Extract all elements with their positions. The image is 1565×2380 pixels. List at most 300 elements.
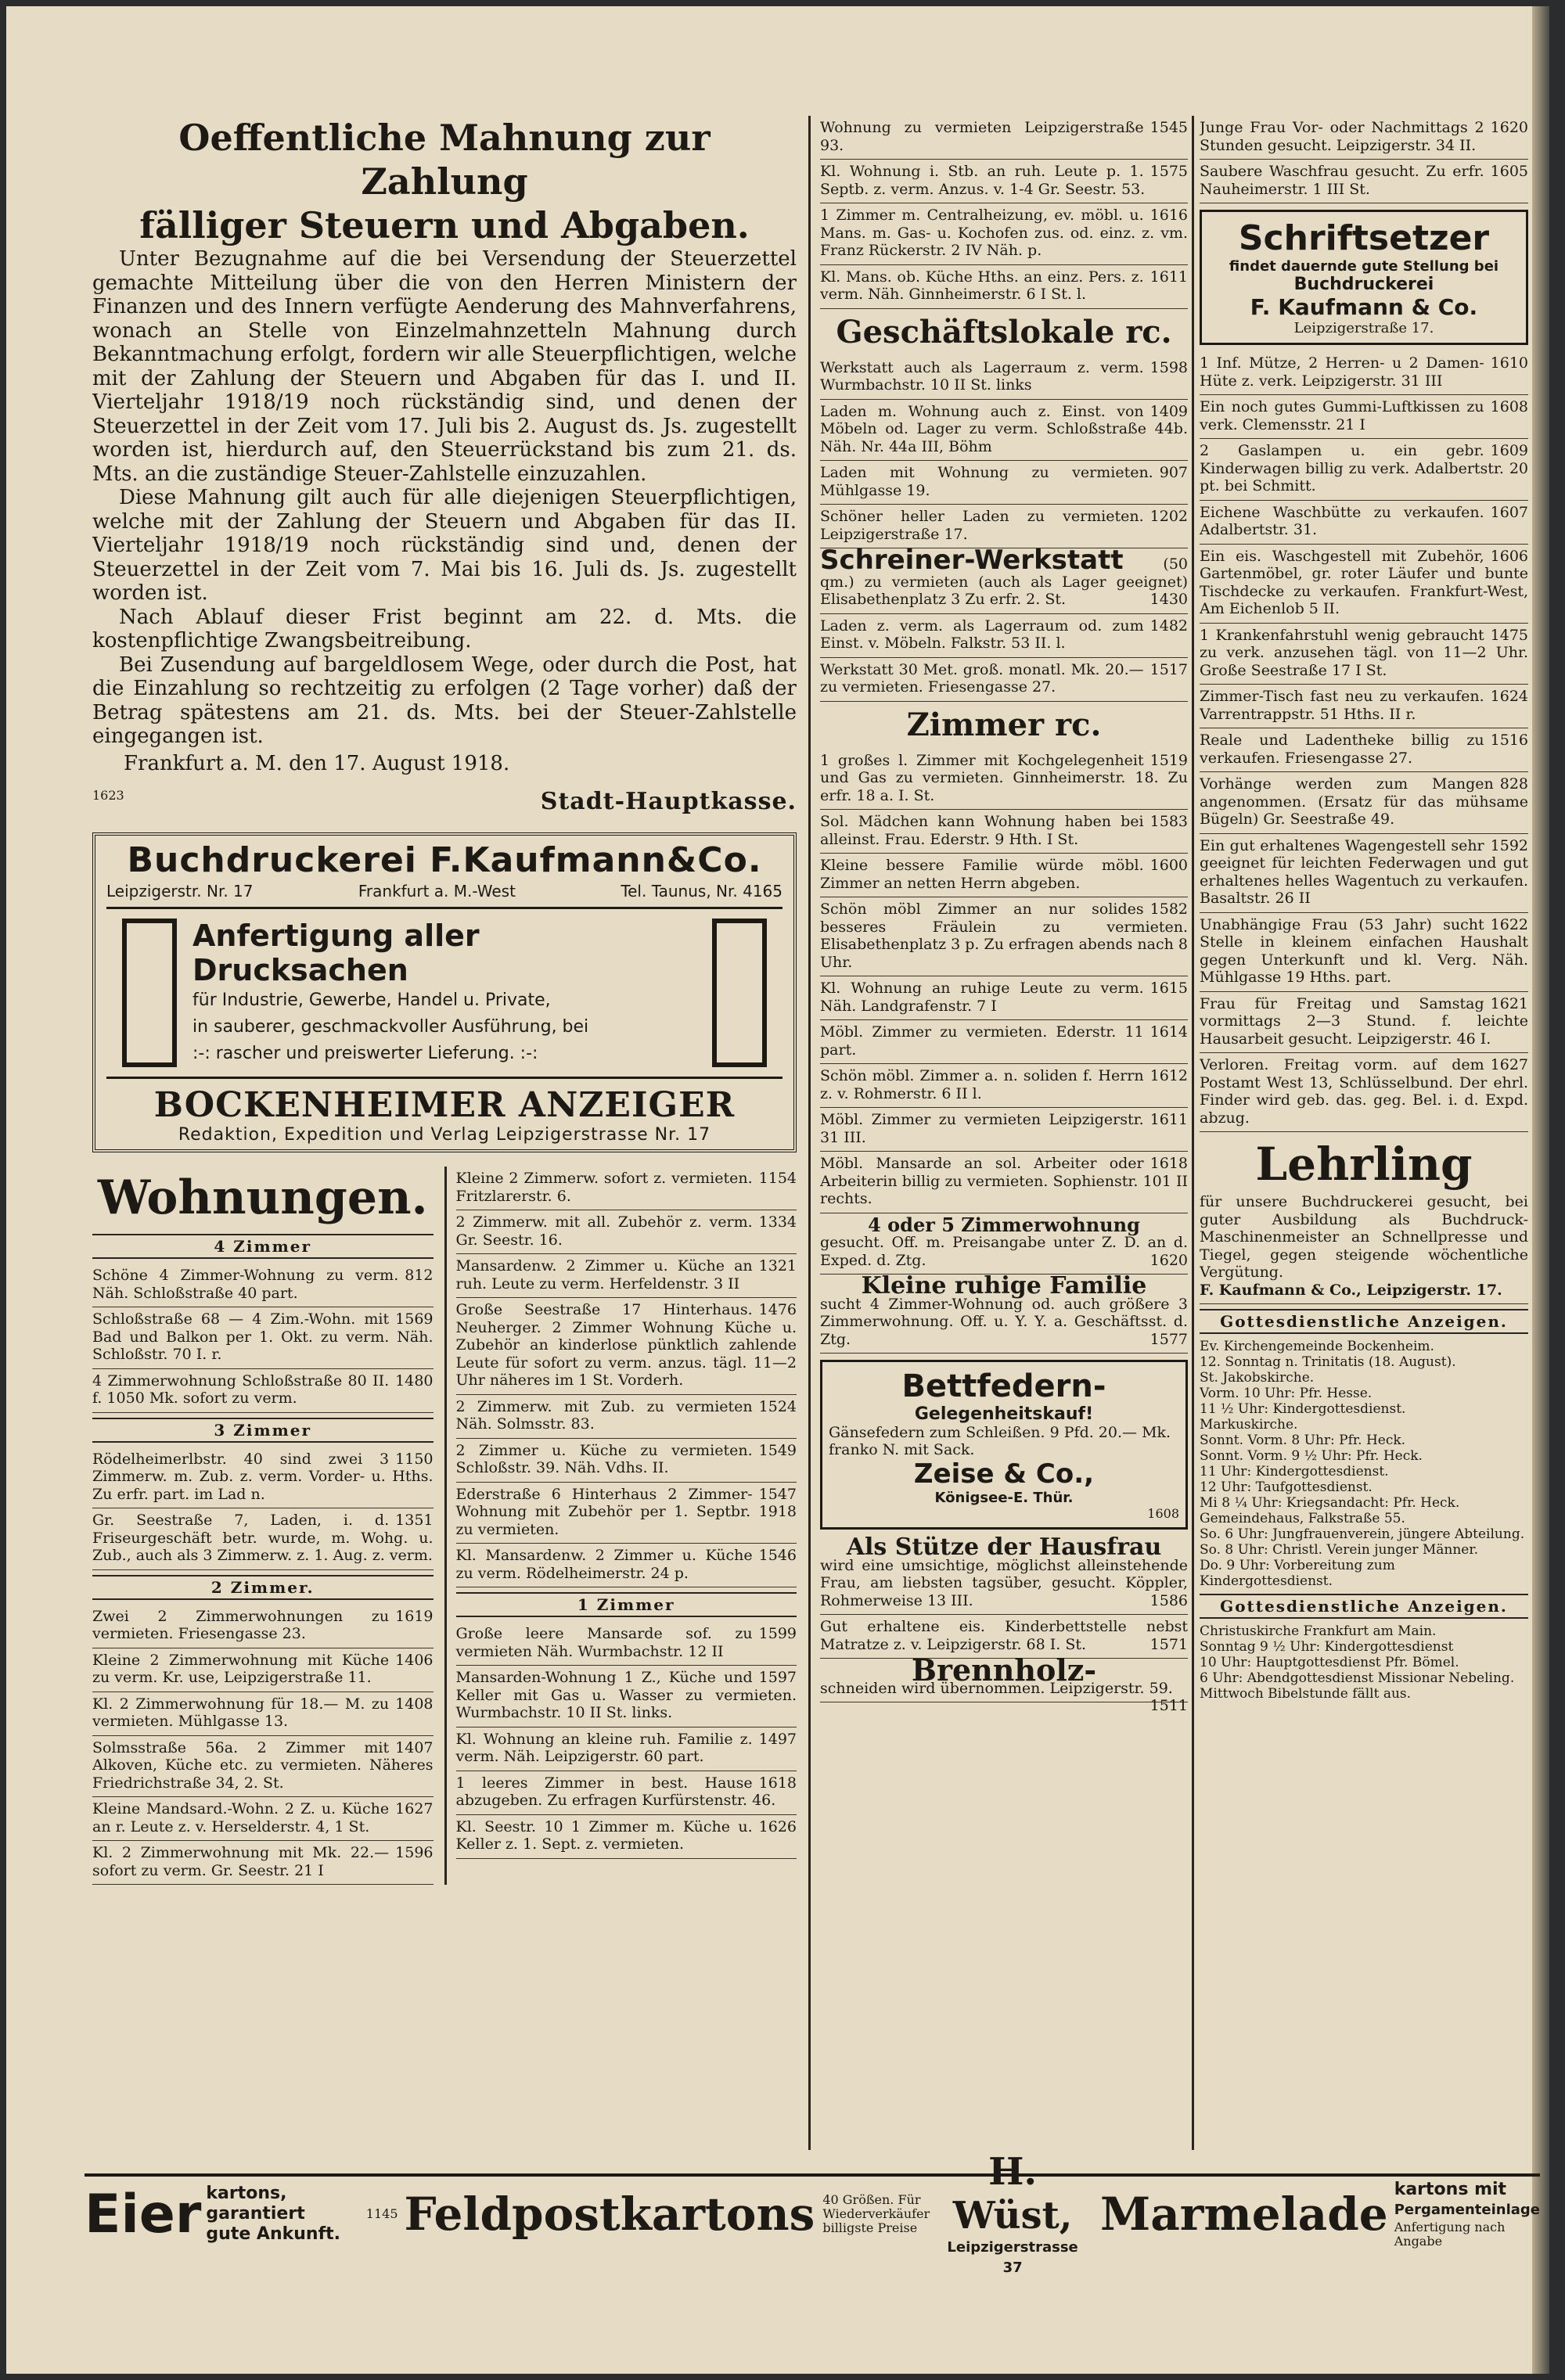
- listing-text: 1 großes l. Zimmer mit Kochgelegenheit und Gas zu vermieten. Ginnheimerstr. 18. Zu erfr. 18 a. I. St.: [820, 751, 1188, 804]
- church-notice-line: Markuskirche.: [1200, 1417, 1298, 1433]
- listing-text: 2 Zimmerw. mit all. Zubehör z. verm. Gr. Seestr. 16.: [455, 1213, 753, 1249]
- housing-column-b: [444, 1167, 797, 1885]
- listing-item: [1200, 501, 1528, 545]
- ad-number: 1517: [1149, 660, 1188, 678]
- ad-number: 1606: [1490, 547, 1528, 565]
- family-heading: Kleine ruhige Familie: [861, 1272, 1147, 1300]
- church-notice-line: Gemeindehaus, Falkstraße 55.: [1200, 1511, 1405, 1526]
- listing-item: [1200, 913, 1528, 992]
- feathers-subheading: Gelegenheitskauf!: [914, 1404, 1094, 1424]
- eggs-sub-line-2: gute Ankunft.: [206, 2224, 341, 2244]
- notice-paragraph: Nach Ablauf dieser Frist beginnt am 22. d. Mts. die kostenpflichtige Zwangsbeitreibung.: [92, 605, 797, 653]
- church-notice-line: Mi 8 ¼ Uhr: Kriegsandacht: Pfr. Heck.: [1200, 1495, 1460, 1511]
- eggs-heading: Eier: [85, 2183, 202, 2245]
- marmalade-sub-line-1: kartons mit: [1394, 2180, 1507, 2199]
- ad-number: 907: [1159, 464, 1188, 481]
- ad-number: 1547: [758, 1485, 797, 1503]
- ad-number: 1622: [1490, 915, 1528, 933]
- listing-group: [456, 1622, 797, 1859]
- listing-text: Kl. Mansardenw. 2 Zimmer u. Küche zu verm. Rödelheimerstr. 24 p.: [455, 1547, 753, 1582]
- feathers-location: Königsee-E. Thür.: [934, 1490, 1074, 1506]
- listing-item: [92, 1264, 434, 1307]
- ad-number: 1607: [1490, 503, 1528, 521]
- listing-text: 2 Zimmer u. Küche zu vermieten. Schloßstr. 39. Näh. Vdhs. II.: [455, 1441, 753, 1476]
- church-notice-line: 6 Uhr: Abendgottesdienst Missionar Nebeling.: [1200, 1670, 1515, 1686]
- church-notice-line: So. 8 Uhr: Christl. Verein junger Männer.: [1200, 1542, 1479, 1558]
- housing-listings: [92, 1167, 797, 1885]
- ad-number: 1612: [1149, 1067, 1188, 1084]
- category-3-rooms: 3 Zimmer: [92, 1418, 434, 1443]
- eggs-sub-line-1: kartons, garantiert: [206, 2184, 305, 2224]
- listing-group: [820, 749, 1188, 1213]
- listing-text: Saubere Waschfrau gesucht. Zu erfr. Nauheimerstr. 1 III St.: [1200, 163, 1484, 198]
- listing-text: Große leere Mansarde sof. zu vermieten Näh. Wurmbachstr. 12 II: [455, 1625, 753, 1660]
- listing-group: [820, 614, 1188, 702]
- listing-item: [92, 1648, 434, 1692]
- wuest-address: Leipzigerstrasse 37: [947, 2239, 1078, 2276]
- publication-name: BOCKENHEIMER ANZEIGER: [153, 1085, 736, 1125]
- ad-number: 1408: [395, 1695, 434, 1713]
- marmalade-sub: [1394, 2180, 1540, 2249]
- ad-number: 1145: [365, 2206, 398, 2221]
- listing-text: Mansarden-Wohnung 1 Z., Küche und Keller mit Gas u. Wasser zu vermieten. Wurmbachstr. 10 II St. links.: [455, 1669, 797, 1721]
- church-notice-line: Christuskirche Frankfurt am Main.: [1200, 1623, 1437, 1639]
- listing-item: [92, 1605, 434, 1648]
- church-notices-title-2: Gottesdienstliche Anzeigen.: [1200, 1594, 1528, 1619]
- listing-text: Gut erhaltene eis. Kinderbettstelle nebst Matratze z. v. Leipzigerstr. 68 I. St.: [820, 1618, 1188, 1653]
- feathers-text: Gänsefedern zum Schleißen. 9 Pfd. 20.— Mk. franko N. mit Sack.: [829, 1424, 1171, 1458]
- listing-text: Wohnung zu vermieten Leipzigerstraße 93.: [820, 119, 1144, 154]
- publication-address: Redaktion, Expedition und Verlag Leipzigerstrasse Nr. 17: [178, 1125, 711, 1145]
- section-title-zimmer: Zimmer rc.: [906, 706, 1102, 743]
- listing-text: Möbl. Zimmer zu vermieten. Ederstr. 11 part.: [820, 1023, 1144, 1059]
- listing-text: Frau für Freitag und Samstag vormittags 2—3 Stund. f. leichte Hausarbeit gesucht. Leipzigerstr. 46 I.: [1200, 994, 1528, 1048]
- listing-item: [456, 1210, 797, 1254]
- ad-number: 1618: [758, 1774, 797, 1792]
- ad-number: 1586: [1149, 1591, 1188, 1609]
- listing-text: 1 Krankenfahrstuhl wenig gebraucht zu verk. anzusehen tägl. von 11—2 Uhr. Große Seestraße 17 I St.: [1200, 626, 1528, 679]
- listing-group: [1200, 116, 1528, 203]
- church-notice-line: 12. Sonntag n. Trinitatis (18. August).: [1200, 1354, 1456, 1370]
- listing-text: Laden m. Wohnung auch z. Einst. von Möbeln od. Lager zu verm. Schloßstraße 44b. Näh. Nr. 44a III, Böhm: [820, 402, 1188, 455]
- ad-number: 1202: [1149, 508, 1188, 525]
- listing-item: [820, 505, 1188, 548]
- ad-number: 1351: [395, 1512, 434, 1529]
- typesetter-printer: Buchdruckerei: [1293, 275, 1434, 294]
- listing-text: 2 Zimmerw. mit Zub. zu vermieten Näh. Solmsstr. 83.: [455, 1397, 753, 1433]
- printer-address-row: [106, 882, 782, 901]
- listing-text: Kl. Mans. ob. Küche Hths. an einz. Pers. z. verm. Näh. Ginnheimerstr. 6 I St. l.: [820, 268, 1144, 303]
- listing-item: [1200, 351, 1528, 395]
- listing-text: Kl. Seestr. 10 1 Zimmer m. Küche u. Keller z. 1. Sept. z. vermieten.: [455, 1817, 753, 1853]
- bottom-advertisement-strip: [85, 2150, 1540, 2276]
- listing-item: [820, 614, 1188, 658]
- marmalade-sub-line-2: Pergamenteinlage: [1394, 2202, 1540, 2218]
- feathers-ad: [820, 1360, 1188, 1530]
- ad-number: 1409: [1149, 402, 1188, 420]
- column-rule-2: [1192, 116, 1194, 2150]
- page-binding-edge: [1532, 6, 1549, 2374]
- church-notice-line: St. Jakobskirche.: [1200, 1370, 1315, 1386]
- listing-item: [820, 976, 1188, 1020]
- ad-number: 1618: [1149, 1155, 1188, 1172]
- listing-text: Rödelheimerlbstr. 40 sind zwei 3 Zimmerw. m. Zub. z. verm. Vorder- u. Hths. Zu erfr. part. im Lad n.: [92, 1450, 434, 1503]
- column-right: [1200, 116, 1528, 2166]
- listing-item: [456, 1815, 797, 1859]
- listing-item: [820, 116, 1188, 160]
- church-notice-line: Mittwoch Bibelstunde fällt aus.: [1200, 1686, 1412, 1702]
- listing-group: [1200, 351, 1528, 1132]
- ad-number: 1600: [1149, 857, 1188, 874]
- listing-item: [456, 1395, 797, 1439]
- listing-item: [92, 1736, 434, 1798]
- listing-item: [820, 658, 1188, 702]
- ad-number: 1406: [395, 1651, 434, 1669]
- field-post-text: 40 Größen. Für Wiederverkäufer billigste Preise: [822, 2192, 930, 2235]
- listing-item: [820, 400, 1188, 462]
- ad-number: 1610: [1490, 354, 1528, 372]
- family-text: sucht 4 Zimmer-Wohnung od. auch größere 3 Zimmerwohnung. Off. u. Y. Y. a. Geschäftsst. d. Ztg.: [820, 1295, 1188, 1348]
- listing-text: Laden z. verm. als Lagerraum od. zum Einst. v. Möbeln. Falkstr. 53 II. l.: [820, 617, 1144, 652]
- listing-item: [820, 265, 1188, 309]
- ad-number: 1407: [395, 1738, 434, 1756]
- listing-item: [1200, 624, 1528, 685]
- printer-advertisement: [92, 832, 797, 1152]
- church-notice-line: Sonnt. Vorm. 9 ½ Uhr: Pfr. Heck.: [1200, 1448, 1423, 1464]
- ad-number: 1619: [395, 1607, 434, 1625]
- ad-number: 1497: [758, 1730, 797, 1748]
- listing-item: [1200, 545, 1528, 624]
- ad-number: 1482: [1149, 617, 1188, 635]
- marmalade-sub-line-3: Anfertigung nach Angabe: [1394, 2220, 1506, 2249]
- listing-text: 2 Gaslampen u. ein gebr. Kinderwagen billig zu verk. Adalbertstr. 20 pt. bei Schmitt.: [1200, 442, 1528, 494]
- listing-item: [92, 1841, 434, 1885]
- printer-line: für Industrie, Gewerbe, Handel u. Private,: [192, 990, 551, 1010]
- listing-text: Kleine bessere Familie würde möbl. Zimmer an netten Herrn abgeben.: [820, 857, 1144, 892]
- church-notice-line: Sonntag 9 ½ Uhr: Kindergottesdienst: [1200, 1639, 1454, 1655]
- ad-number: 1546: [758, 1547, 797, 1564]
- ad-number: 1609: [1490, 442, 1528, 459]
- housekeeper-heading: Als Stütze der Hausfrau: [846, 1533, 1162, 1561]
- listing-group: [820, 116, 1188, 309]
- wuest-ad: [937, 2150, 1088, 2278]
- ad-number: 1627: [1490, 1056, 1528, 1073]
- listing-text: Kleine 2 Zimmerwohnung mit Küche zu verm. Kr. use, Leipzigerstraße 11.: [92, 1651, 390, 1686]
- apprentice-text: für unsere Buchdruckerei gesucht, bei guter Ausbildung als Buchdruck-Maschinenmeister an Schnellpresse und Tiegel, gegen steigende wöchentliche Vergütung.: [1200, 1193, 1528, 1281]
- listing-text: Schöner heller Laden zu vermieten. Leipzigerstraße 17.: [820, 508, 1144, 543]
- listing-item: [456, 1666, 797, 1727]
- listing-text: Vorhänge werden zum Mangen angenommen. (Ersatz für das mühsame Bügeln) Gr. Seestraße 49.: [1200, 775, 1528, 828]
- church-notices-title: Gottesdienstliche Anzeigen.: [1200, 1309, 1528, 1334]
- listing-text: 4 Zimmerwohnung Schloßstraße 80 II. f. 1050 Mk. sofort zu verm.: [92, 1372, 390, 1407]
- feathers-firm: Zeise & Co.,: [913, 1458, 1095, 1490]
- ornament-frame-left: [122, 919, 177, 1067]
- ad-number: 1516: [1490, 732, 1528, 749]
- listing-text: Kl. Wohnung i. Stb. an ruh. Leute p. 1. Septb. z. verm. Anzus. v. 1-4 Gr. Seestr. 53.: [820, 163, 1146, 198]
- ad-number: 1614: [1149, 1023, 1188, 1041]
- listing-text: Kl. Wohnung an ruhige Leute zu verm. Näh. Landgrafenstr. 7 I: [820, 980, 1144, 1015]
- notice-title-2: fälliger Steuern und Abgaben.: [139, 204, 750, 246]
- listing-text: Kl. 2 Zimmerwohnung mit Mk. 22.— sofort zu verm. Gr. Seestr. 21 I: [92, 1844, 390, 1879]
- listing-text: Ein noch gutes Gummi-Luftkissen zu verk. Clemensstr. 21 I: [1200, 398, 1484, 433]
- firewood-ad: [820, 1652, 1188, 1714]
- printer-city: Frankfurt a. M.-West: [358, 882, 516, 901]
- listing-item: [1200, 395, 1528, 439]
- listing-text: Eichene Waschbütte zu verkaufen. Adalbertstr. 31.: [1200, 503, 1484, 538]
- printer-line: in sauberer, geschmackvoller Ausführung, bei: [192, 1017, 589, 1037]
- tax-notice: [92, 116, 797, 815]
- ad-number: 1545: [1149, 119, 1188, 136]
- firewood-text: schneiden wird übernommen. Leipzigerstr. 59.: [820, 1679, 1173, 1697]
- notice-number: 1623: [92, 788, 124, 803]
- listing-item: [820, 1152, 1188, 1213]
- ad-number: 1524: [758, 1397, 797, 1415]
- printer-name: Buchdruckerei F.Kaufmann&Co.: [127, 840, 762, 880]
- notice-title-1: Oeffentliche Mahnung zur Zahlung: [178, 117, 711, 203]
- ad-number: 1621: [1490, 994, 1528, 1012]
- ad-number: 1150: [395, 1450, 434, 1468]
- church-notice-line: 12 Uhr: Taufgottesdienst.: [1200, 1479, 1373, 1495]
- listing-text: Gr. Seestraße 7, Laden, i. d. Friseurgeschäft betr. wurde, m. Wohg. u. Zub., auch als 3 Zimmerw. z. 1. Aug. z. verm.: [92, 1512, 434, 1564]
- ad-number: 1569: [395, 1310, 434, 1328]
- listing-item: [92, 1307, 434, 1369]
- listing-text: Unabhängige Frau (53 Jahr) sucht Stelle in kleinem einfachen Haushalt gegen Unterkunft und kl. Verg. Näh. Mühlgasse 19 Hths. part.: [1200, 915, 1528, 986]
- printer-ad-text: [192, 919, 696, 1067]
- listing-text: Junge Frau Vor- oder Nachmittags 2 Stunden gesucht. Leipzigerstr. 34 II.: [1200, 119, 1484, 154]
- ad-number: 1620: [1490, 119, 1528, 136]
- listing-item: [456, 1439, 797, 1483]
- listing-item: [820, 854, 1188, 897]
- listing-item: [456, 1771, 797, 1815]
- wanted-apartment-ad: [820, 1213, 1188, 1275]
- listing-item: [456, 1727, 797, 1771]
- listing-text: Schöne 4 Zimmer-Wohnung zu verm. Näh. Schloßstraße 40 part.: [92, 1267, 399, 1302]
- marmalade-heading: Marmelade: [1100, 2188, 1388, 2241]
- listing-text: Sol. Mädchen kann Wohnung haben bei alleinst. Frau. Ederstr. 9 Hth. I St.: [820, 813, 1144, 848]
- listing-item: [1200, 728, 1528, 772]
- eggs-sub: [206, 2184, 359, 2245]
- listing-text: Zimmer-Tisch fast neu zu verkaufen. Varrentrappstr. 51 Hths. II r.: [1200, 688, 1484, 723]
- workshop-text: (50 qm.) zu vermieten (auch als Lager geeignet) Elisabethenplatz 3 Zu erfr. 2. St.: [820, 555, 1188, 608]
- listing-item: [820, 1064, 1188, 1108]
- listing-item: [820, 810, 1188, 854]
- listing-text: Laden mit Wohnung zu vermieten. Mühlgasse 19.: [820, 464, 1153, 499]
- ad-number: 1620: [1149, 1251, 1188, 1269]
- family-wanted-ad: [820, 1274, 1188, 1354]
- ad-number: 1615: [1149, 980, 1188, 997]
- column-rule-1: [808, 116, 811, 2150]
- listing-text: Schön möbl Zimmer an nur solides besseres Fräulein zu vermieten. Elisabethenplatz 3 p. Zu erfragen abends nach 8 Uhr.: [820, 901, 1188, 971]
- ad-number: 1611: [1149, 268, 1188, 286]
- listing-text: Möbl. Mansarde an sol. Arbeiter oder Arbeiterin billig zu vermieten. Sophienstr. 101 II rechts.: [820, 1155, 1188, 1207]
- category-4-rooms: 4 Zimmer: [92, 1234, 434, 1259]
- listing-item: [92, 1797, 434, 1841]
- ad-number: 1616: [1149, 207, 1188, 224]
- church-notices: [1200, 1339, 1528, 1589]
- listing-item: [92, 1692, 434, 1736]
- ad-number: 1480: [395, 1372, 434, 1390]
- column-left: [92, 116, 797, 2166]
- listing-item: [456, 1622, 797, 1666]
- ad-number: 1549: [758, 1441, 797, 1459]
- church-notice-line: 10 Uhr: Hauptgottesdienst Pfr. Bömel.: [1200, 1655, 1459, 1670]
- ad-number: 828: [1499, 775, 1528, 793]
- listing-text: Möbl. Zimmer zu vermieten Leipzigerstr. 31 III.: [820, 1111, 1144, 1146]
- listing-text: Verloren. Freitag vorm. auf dem Postamt West 13, Schlüsselbund. Der ehrl. Finder wird geb. das. geg. Bel. i. d. Expd. abzug.: [1200, 1056, 1528, 1127]
- printer-line: :-: rascher und preiswerter Lieferung. :-:: [192, 1044, 538, 1063]
- listing-text: 1 Inf. Mütze, 2 Herren- u 2 Damen-Hüte z. verk. Leipzigerstr. 31 III: [1200, 354, 1484, 390]
- listing-text: 1 leeres Zimmer in best. Hause abzugeben. Zu erfragen Kurfürstenstr. 46.: [455, 1774, 776, 1809]
- listing-item: [1200, 834, 1528, 913]
- listing-text: Kleine 2 Zimmerw. sofort z. vermieten. Fritzlarerstr. 6.: [455, 1170, 753, 1205]
- listing-text: Werkstatt 30 Met. groß. monatl. Mk. 20.— zu vermieten. Friesengasse 27.: [820, 660, 1144, 696]
- feathers-heading: Bettfedern-: [901, 1368, 1106, 1404]
- category-2-rooms: 2 Zimmer.: [92, 1575, 434, 1600]
- listing-item: [92, 1508, 434, 1570]
- listing-item: [820, 160, 1188, 203]
- firewood-heading: Brennholz-: [911, 1652, 1097, 1688]
- ad-number: 1334: [758, 1213, 797, 1231]
- ad-number: 1608: [1147, 1506, 1179, 1521]
- typesetter-text: findet dauernde gute Stellung bei: [1229, 258, 1499, 275]
- listing-item: [820, 897, 1188, 976]
- listing-item: [1200, 116, 1528, 160]
- listing-text: Ein gut erhaltenes Wagengestell sehr geeignet für leichten Federwagen und gut erhaltenes helles Wagentuch zu verkaufen. Basaltstr. 26 II: [1200, 836, 1528, 907]
- listing-text: Solmsstraße 56a. 2 Zimmer mit Alkoven, Küche etc. zu vermieten. Näheres Friedrichstraße 34, 2. St.: [92, 1738, 434, 1792]
- notice-paragraph: Unter Bezugnahme auf die bei Versendung der Steuerzettel gemachte Mitteilung über die von den Herren Ministern der Finanzen und des Innern verfügte Aenderung des Mahnverfahrens, wonach an Stelle von Einzelmahnzetteln Mahnung durch Bekanntmachung erfolgt, fordern wir alle Steuerpflichtigen, welche mit der Zahlung der Steuern und Abgaben für das I. und II. Vierteljahr 1918/19 noch rückständig sind, und denen der Steuerzettel in der Zeit vom 17. Juli bis 2. August ds. Js. zugestellt worden ist, hierdurch auf, den Steuerrückstand bis zum 21. ds. Mts. an die zuständige Steuer-Zahlstelle einzuzahlen.: [92, 247, 797, 486]
- ad-number: 1519: [1149, 751, 1188, 769]
- ad-number: 1571: [1149, 1635, 1188, 1653]
- typesetter-firm: F. Kaufmann & Co.: [1250, 294, 1478, 320]
- listing-group: [92, 1447, 434, 1570]
- church-notice-line: 11 ½ Uhr: Kindergottesdienst.: [1200, 1401, 1406, 1417]
- listing-text: Zwei 2 Zimmerwohnungen zu vermieten. Friesengasse 23.: [92, 1607, 390, 1642]
- apprentice-ad: [1200, 1132, 1528, 1304]
- listing-item: [820, 461, 1188, 505]
- listing-text: Mansardenw. 2 Zimmer u. Küche an ruh. Leute zu verm. Herfeldenstr. 3 II: [455, 1257, 753, 1292]
- notice-signature-row: [92, 788, 797, 815]
- listing-group: [92, 1264, 434, 1413]
- typesetter-ad: [1200, 210, 1528, 345]
- listing-item: [456, 1298, 797, 1395]
- listing-item: [92, 1369, 434, 1413]
- ad-number: 1611: [1149, 1111, 1188, 1128]
- listing-item: [1200, 772, 1528, 834]
- church-notice-line: So. 6 Uhr: Jungfrauenverein, jüngere Abteilung.: [1200, 1526, 1525, 1542]
- notice-paragraph: Bei Zusendung auf bargeldlosem Wege, oder durch die Post, hat die Einzahlung so rechtzeitig zu erfolgen (2 Tage vorher) daß der Betrag spätestens am 21. ds. Mts. bei der Steuer-Zahlstelle eingegangen ist.: [92, 653, 797, 748]
- listing-text: Ederstraße 6 Hinterhaus 2 Zimmer-Wohnung mit Zubehör per 1. Septbr. 1918 zu vermieten.: [455, 1485, 797, 1538]
- notice-date: Frankfurt a. M. den 17. August 1918.: [124, 751, 510, 775]
- notice-signature: Stadt-Hauptkasse.: [540, 788, 797, 815]
- ad-number: 1598: [1149, 358, 1188, 376]
- housing-column-a: [92, 1167, 434, 1885]
- church-notices-2: [1200, 1623, 1528, 1702]
- listing-item: [456, 1483, 797, 1544]
- printer-phone: Tel. Taunus, Nr. 4165: [621, 882, 782, 901]
- listing-text: 1 Zimmer m. Centralheizung, ev. möbl. u. Mans. m. Gas- u. Kochofen zus. od. einz. z. vm. Franz Rückerstr. 2 IV Näh. p.: [820, 207, 1188, 259]
- listing-item: [820, 749, 1188, 811]
- listing-item: [1200, 685, 1528, 728]
- printer-address: Leipzigerstr. Nr. 17: [106, 882, 254, 901]
- apprentice-heading: Lehrling: [1255, 1138, 1473, 1191]
- wanted-text: gesucht. Off. m. Preisangabe unter Z. D. an d. Exped. d. Ztg.: [820, 1234, 1188, 1269]
- ad-number: 1597: [758, 1669, 797, 1686]
- wuest-name: H. Wüst,: [952, 2150, 1073, 2238]
- listing-item: [456, 1167, 797, 1210]
- ad-number: 1476: [758, 1301, 797, 1318]
- ad-number: 1475: [1490, 626, 1528, 644]
- church-notice-line: Sonnt. Vorm. 8 Uhr: Pfr. Heck.: [1200, 1433, 1406, 1448]
- listing-text: Kl. Wohnung an kleine ruh. Familie z. verm. Näh. Leipzigerstr. 60 part.: [455, 1730, 753, 1765]
- listing-item: [92, 1447, 434, 1509]
- church-notice-line: Ev. Kirchengemeinde Bockenheim.: [1200, 1339, 1434, 1354]
- newspaper-page: [6, 6, 1549, 2374]
- ad-number: 1583: [1149, 813, 1188, 830]
- listing-item: [1200, 160, 1528, 203]
- ad-number: 1596: [395, 1844, 434, 1861]
- listing-item: [1200, 1053, 1528, 1132]
- workshop-ad: [820, 545, 1188, 614]
- listing-text: Große Seestraße 17 Hinterhaus. Neuherger. 2 Zimmer Wohnung Küche u. Zubehör an kinderlose pünktlich zahlende Leute für sofort zu verm. anzus. tägl. 11—2 Uhr näheres im 1 St. Vorderh.: [455, 1301, 797, 1389]
- ad-number: 1511: [1149, 1697, 1188, 1714]
- ad-number: 1592: [1490, 836, 1528, 854]
- ad-number: 1626: [758, 1817, 797, 1835]
- listing-text: Ein eis. Waschgestell mit Zubehör, Gartenmöbel, gr. roter Läufer und bunte Tischdecke zu verkaufen. Frankfurt-West, Am Eichenlob 5 II.: [1200, 547, 1528, 617]
- ad-number: 1599: [758, 1625, 797, 1642]
- notice-paragraph: Diese Mahnung gilt auch für alle diejenigen Steuerpflichtigen, welche mit der Zahlung der Steuern und Abgaben für das II. Vierteljahr 1918/19 noch rückständig sind und, denen der Steuerzettel in der Zeit vom 7. Mai bis 16. Juli ds. Js. zugestellt worden ist.: [92, 486, 797, 605]
- listing-text: Schön möbl. Zimmer a. n. soliden f. Herrn z. v. Rohmerstr. 6 II l.: [820, 1067, 1144, 1102]
- church-notice-line: Vorm. 10 Uhr: Pfr. Hesse.: [1200, 1386, 1373, 1401]
- listing-text: Kl. 2 Zimmerwohnung für 18.— M. zu vermieten. Mühlgasse 13.: [92, 1695, 390, 1730]
- listing-item: [820, 1020, 1188, 1064]
- ad-number: 1605: [1490, 163, 1528, 180]
- church-notice-line: Do. 9 Uhr: Vorbereitung zum Kindergottesdienst.: [1200, 1558, 1395, 1589]
- ad-number: 1577: [1149, 1330, 1188, 1348]
- ad-number: 1624: [1490, 688, 1528, 705]
- workshop-heading: Schreiner-Werkstatt: [820, 545, 1124, 576]
- church-notice-line: 11 Uhr: Kindergottesdienst.: [1200, 1464, 1389, 1479]
- typesetter-address: Leipzigerstraße 17.: [1293, 320, 1434, 336]
- field-post-heading: Feldpostkartons: [404, 2188, 815, 2241]
- ad-number: 812: [405, 1267, 434, 1284]
- printer-headline: Anfertigung aller Drucksachen: [192, 919, 480, 987]
- listing-item: [1200, 439, 1528, 501]
- listing-item: [820, 356, 1188, 400]
- ad-number: 1321: [758, 1257, 797, 1274]
- listing-item: [456, 1254, 797, 1298]
- ad-number: 1154: [758, 1170, 797, 1187]
- listing-group: [456, 1167, 797, 1587]
- typesetter-heading: Schriftsetzer: [1238, 218, 1490, 258]
- section-title-wohnungen: Wohnungen.: [97, 1170, 428, 1225]
- ad-number: 1430: [1149, 591, 1188, 608]
- listing-text: Schloßstraße 68 — 4 Zim.-Wohn. mit Bad und Balkon per 1. Okt. zu verm. Näh. Schloßstr. 70 I. r.: [92, 1310, 434, 1363]
- ornament-frame-right: [712, 919, 767, 1067]
- ad-number: 1608: [1490, 398, 1528, 415]
- ad-number: 1575: [1149, 163, 1188, 180]
- printer-ad-body: [106, 907, 782, 1079]
- listing-text: Reale und Ladentheke billig zu verkaufen. Friesengasse 27.: [1200, 732, 1484, 767]
- section-title-geschaeftslokale: Geschäftslokale rc.: [836, 313, 1172, 351]
- listing-item: [1200, 992, 1528, 1054]
- listing-text: Kleine Mandsard.-Wohn. 2 Z. u. Küche an r. Leute z. v. Herselderstr. 4, 1 St.: [92, 1800, 390, 1835]
- category-1-room: 1 Zimmer: [456, 1592, 797, 1617]
- listing-item: [456, 1544, 797, 1587]
- ad-number: 1627: [395, 1800, 434, 1817]
- column-middle: [820, 116, 1188, 2166]
- listing-group: [820, 356, 1188, 549]
- wanted-heading: 4 oder 5 Zimmerwohnung: [868, 1213, 1140, 1236]
